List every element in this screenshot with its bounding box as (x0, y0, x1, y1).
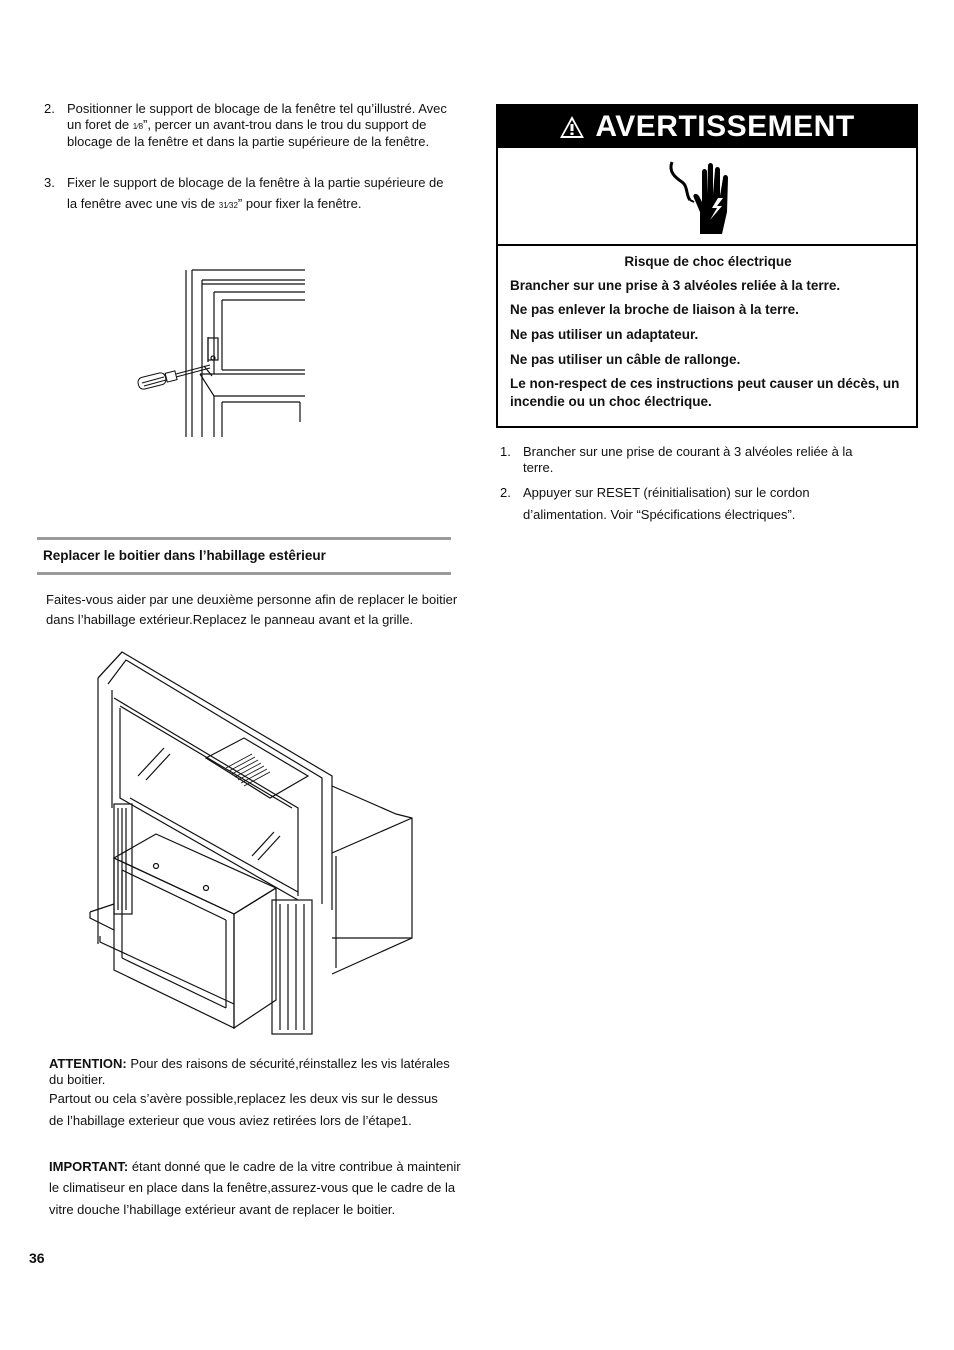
warning-line: Ne pas utiliser un câble de rallonge. (510, 351, 741, 367)
page-number: 36 (29, 1250, 45, 1266)
warning-subtitle: Risque de choc électrique (624, 254, 792, 269)
step-text: Brancher sur une prise de courant à 3 alvéoles reliée à la terre. (523, 444, 853, 476)
step-text: Appuyer sur RESET (réinitialisation) sur le cordon d’alimentation. Voir “Spécifications électriques”. (523, 485, 810, 523)
warning-line: Le non-respect de ces instructions peut causer un décès, un incendie ou un choc électrique. (510, 376, 900, 409)
attention-label: ATTENTION: (49, 1056, 127, 1071)
fraction: 1⁄8 (132, 122, 144, 132)
step-number: 1. (500, 444, 511, 459)
warning-title: AVERTISSEMENT (595, 110, 855, 144)
important-note: IMPORTANT: étant donné que le cadre de la vitre contribue à maintenir le climatiseur en place dans la fenêtre,assurez-vous que le cadre de la vitre douche l’habillage extérieur avant de replacer le boitier. (49, 1159, 461, 1217)
section-rule-bottom (37, 572, 451, 575)
fraction: 31⁄32 (218, 200, 238, 210)
air-conditioner-illustration (86, 648, 416, 1040)
warning-line: Ne pas utiliser un adaptateur. (510, 326, 699, 342)
warning-line: Ne pas enlever la broche de liaison à la terre. (510, 302, 799, 318)
warning-body (510, 254, 906, 410)
step-number: 2. (44, 101, 55, 116)
warning-triangle-icon (559, 115, 585, 139)
section-rule-top (37, 537, 451, 540)
step-number: 2. (500, 485, 511, 500)
electric-shock-hand-icon (666, 156, 738, 236)
attention-note: ATTENTION: Pour des raisons de sécurité,réinstallez les vis latérales du boitier. (49, 1056, 450, 1088)
step-text: Positionner le support de blocage de la fenêtre tel qu’illustré. Avec un foret de 1⁄8”, percer un avant-trou dans le trou du support de blocage de la fenêtre et dans la partie supérieure de la fenêtre. (67, 101, 447, 149)
warning-box (496, 104, 918, 428)
step-text: Fixer le support de blocage de la fenêtre à la partie supérieure de la fenêtre avec une vis de 31⁄32” pour fixer la fenêtre. (67, 175, 444, 211)
section-intro: Faites-vous aider par une deuxième personne afin de replacer le boitier dans l’habillage extérieur.Replacez le panneau avant et la grille. (46, 592, 458, 628)
step-number: 3. (44, 175, 55, 190)
warning-header (498, 106, 916, 148)
warning-icon-row (498, 148, 916, 246)
window-bracket-illustration (130, 262, 320, 442)
important-label: IMPORTANT: (49, 1159, 129, 1174)
warning-line: Brancher sur une prise à 3 alvéoles reliée à la terre. (510, 277, 841, 293)
section-title: Replacer le boitier dans l’habillage estêrieur (43, 548, 326, 563)
attention-extra: Partout ou cela s’avère possible,replacez les deux vis sur le dessus de l’habillage exterieur que vous aviez retirées lors de l’étape1. (49, 1091, 438, 1129)
